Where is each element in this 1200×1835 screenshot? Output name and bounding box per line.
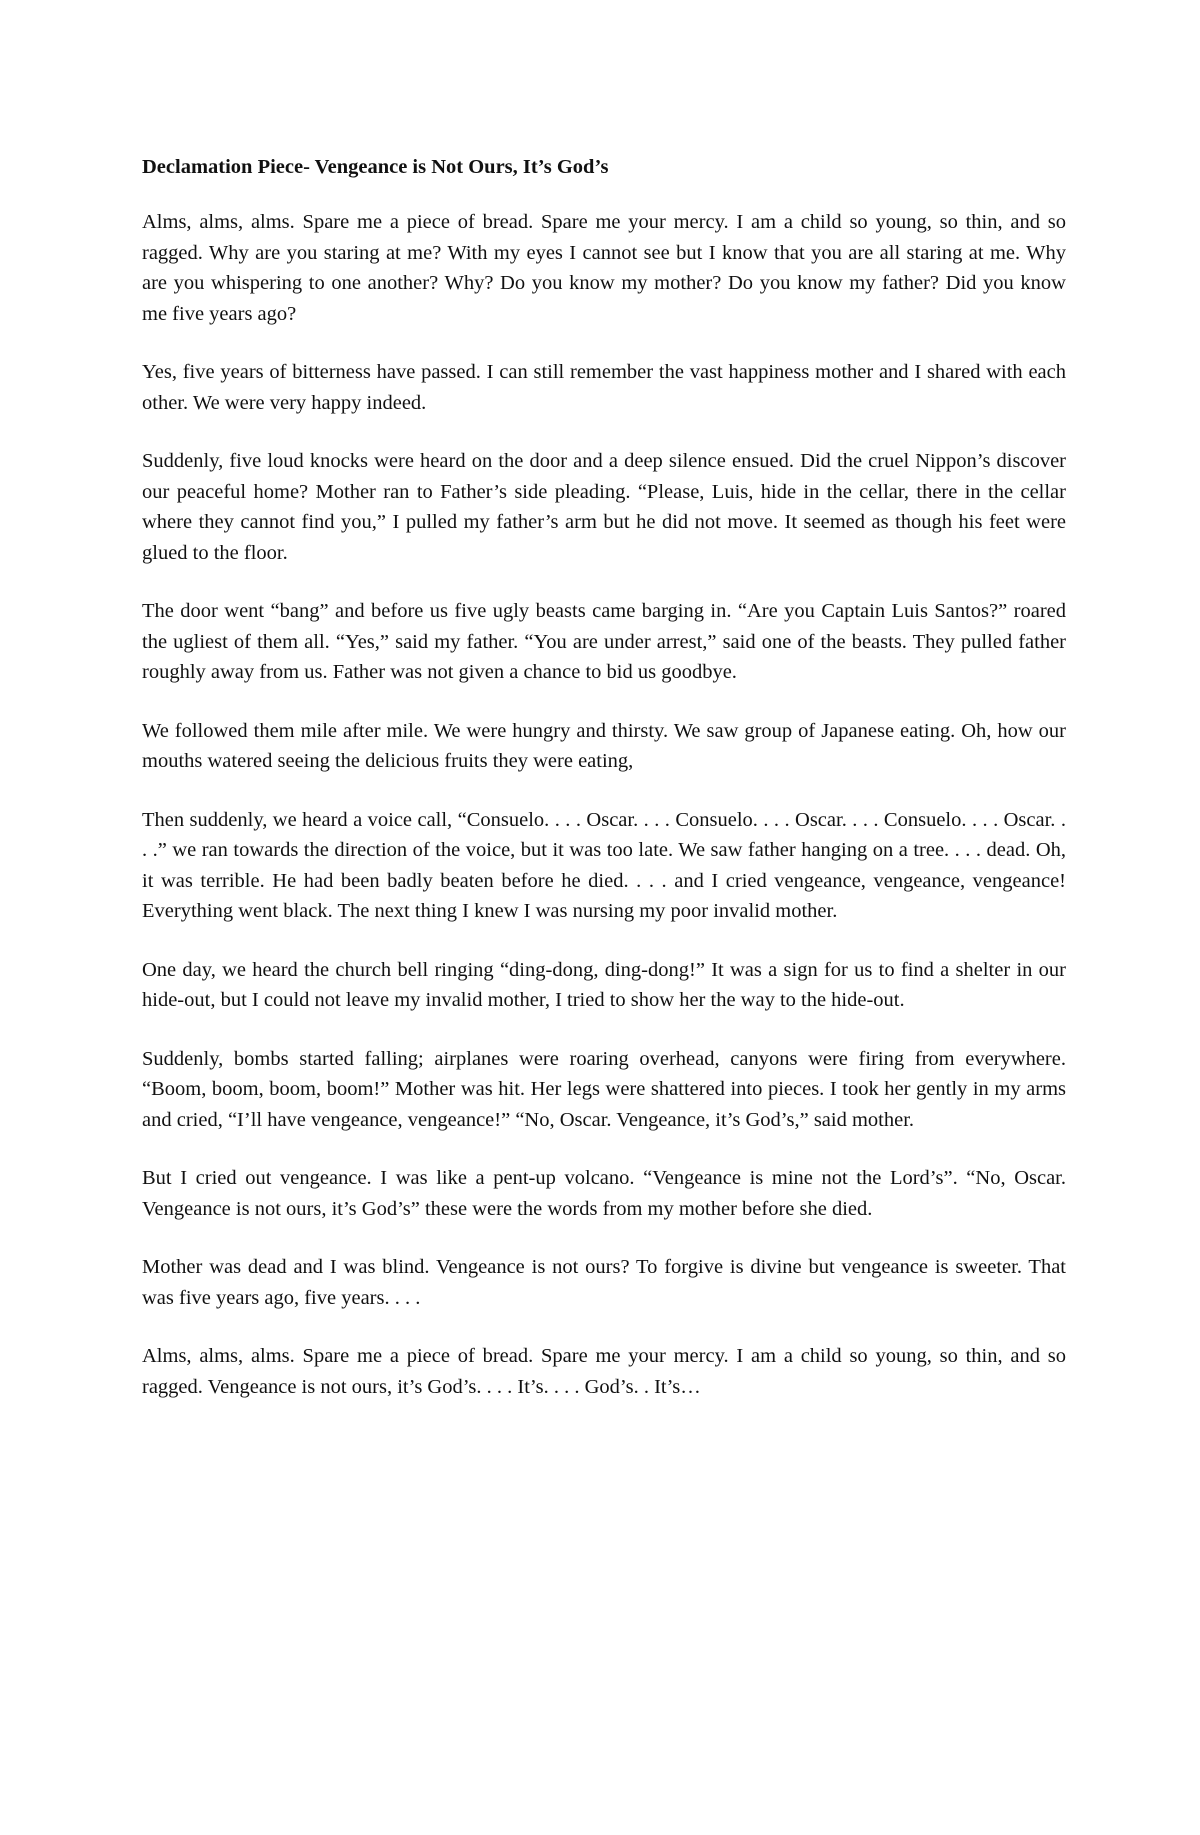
paragraph-9: But I cried out vengeance. I was like a pent-up volcano. “Vengeance is mine not the Lord’s”. “No, Oscar. Vengeance is not ours, it’s God’s” these were the words from my mother before she died.	[142, 1167, 1066, 1220]
paragraph-2: Yes, five years of bitterness have passed. I can still remember the vast happiness mother and I shared with each other. We were very happy indeed.	[142, 361, 1066, 414]
paragraph-1: Alms, alms, alms. Spare me a piece of bread. Spare me your mercy. I am a child so young, so thin, and so ragged. Why are you staring at me? With my eyes I cannot see but I know that you are all staring at me. Why are you whispering to one another? Why? Do you know my mother? Do you know my father? Did you know me five years ago?	[142, 211, 1066, 325]
document-title: Declamation Piece- Vengeance is Not Ours, It’s God’s	[142, 156, 609, 178]
paragraph-8: Suddenly, bombs started falling; airplanes were roaring overhead, canyons were firing from everywhere. “Boom, boom, boom, boom!” Mother was hit. Her legs were shattered into pieces. I took her gently in my arms and cried, “I’ll have vengeance, vengeance!” “No, Oscar. Vengeance, it’s God’s,” said mother.	[142, 1047, 1066, 1131]
paragraph-5: We followed them mile after mile. We were hungry and thirsty. We saw group of Japanese eating. Oh, how our mouths watered seeing the delicious fruits they were eating,	[142, 719, 1066, 772]
paragraph-6: Then suddenly, we heard a voice call, “Consuelo. . . . Oscar. . . . Consuelo. . . . Oscar. . . . Consuelo. . . . Oscar. . . .” we ran towards the direction of the voice, but it was too late. We saw father hanging on a tree. . . . dead. Oh, it was terrible. He had been badly beaten before he died. . . . and I cried vengeance, vengeance, vengeance! Everything went black. The next thing I knew I was nursing my poor invalid mother.	[142, 808, 1066, 922]
paragraph-11: Alms, alms, alms. Spare me a piece of bread. Spare me your mercy. I am a child so young, so thin, and so ragged. Vengeance is not ours, it’s God’s. . . . It’s. . . . God’s. . It’s…	[142, 1345, 1066, 1398]
document-body	[142, 152, 1066, 1430]
paragraph-4: The door went “bang” and before us five ugly beasts came barging in. “Are you Captain Luis Santos?” roared the ugliest of them all. “Yes,” said my father. “You are under arrest,” said one of the beasts. They pulled father roughly away from us. Father was not given a chance to bid us goodbye.	[142, 600, 1066, 683]
paragraph-7: One day, we heard the church bell ringing “ding-dong, ding-dong!” It was a sign for us to find a shelter in our hide-out, but I could not leave my invalid mother, I tried to show her the way to the hide-out.	[142, 958, 1066, 1011]
paragraph-3: Suddenly, five loud knocks were heard on the door and a deep silence ensued. Did the cruel Nippon’s discover our peaceful home? Mother ran to Father’s side pleading. “Please, Luis, hide in the cellar, there in the cellar where they cannot find you,” I pulled my father’s arm but he did not move. It seemed as though his feet were glued to the floor.	[142, 450, 1066, 564]
paragraph-10: Mother was dead and I was blind. Vengeance is not ours? To forgive is divine but vengeance is sweeter. That was five years ago, five years. . . .	[142, 1256, 1066, 1309]
